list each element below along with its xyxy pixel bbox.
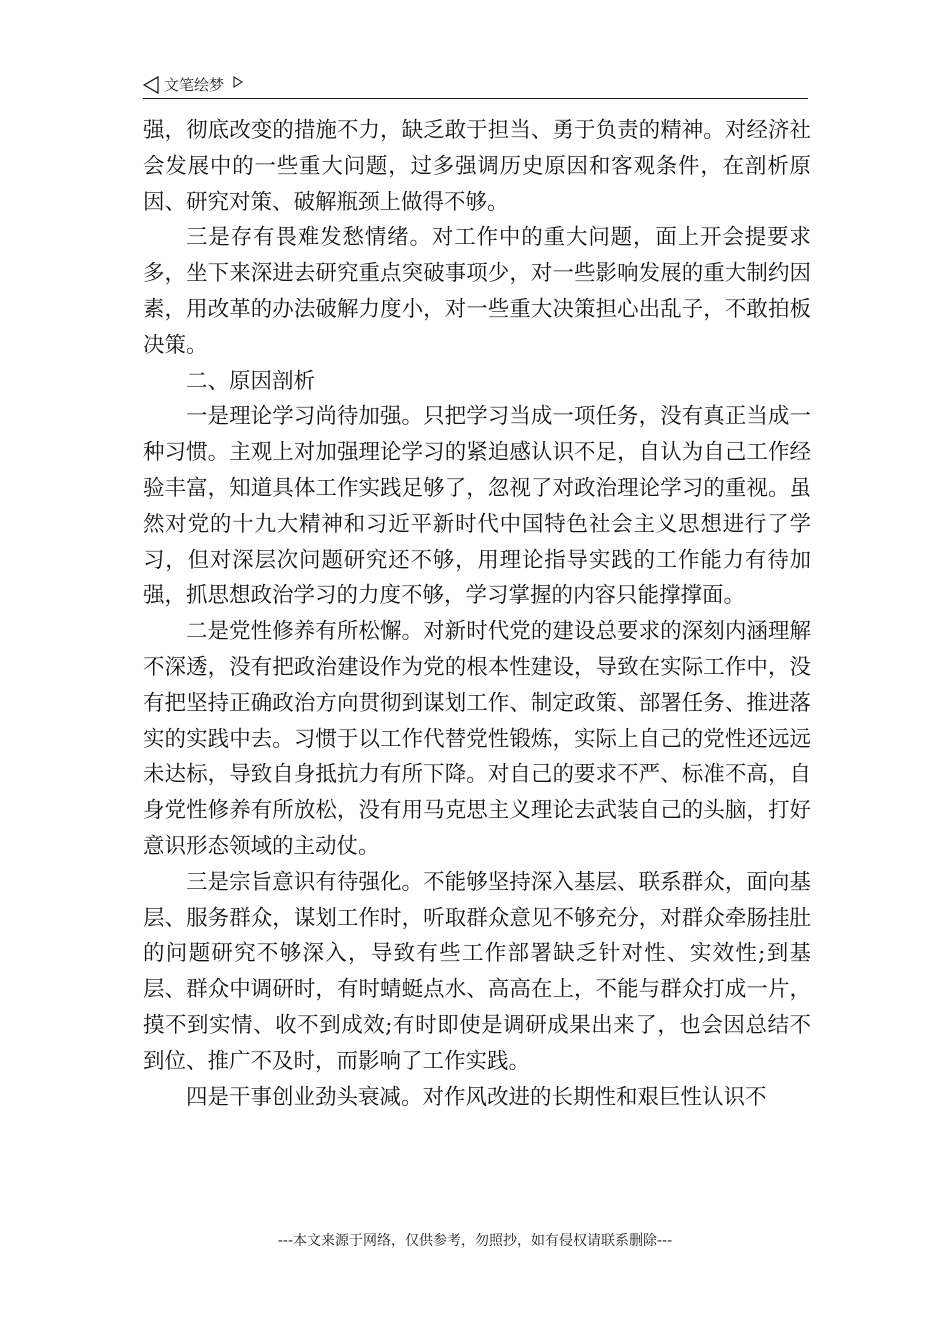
page-footer-disclaimer: ---本文来源于网络，仅供参考，勿照抄，如有侵权请联系删除---	[277, 1233, 673, 1249]
document-body	[143, 113, 811, 1115]
paragraph-purpose-awareness: 三是宗旨意识有待强化。不能够坚持深入基层、联系群众，面向基层、服务群众，谋划工作时，听取群众意见不够充分，对群众牵肠挂肚的问题研究不够深入，导致有些工作部署缺乏针对性、实效性;到基层、群众中调研时，有时蜻蜓点水、高高在上，不能与群众打成一片，摸不到实情、收不到成效;有时即使是调研成果出来了，也会因总结不到位、推广不及时，而影响了工作实践。	[143, 869, 811, 1074]
page-header	[143, 74, 808, 99]
right-triangle-outline-icon	[233, 76, 243, 88]
header-title: 文笔绘梦	[164, 76, 225, 94]
section-heading-cause-analysis: 二、原因剖析	[186, 368, 316, 394]
paragraph-continued: 强，彻底改变的措施不力，缺乏敢于担当、勇于负责的精神。对经济社会发展中的一些重大问题，过多强调历史原因和客观条件，在剖析原因、研究对策、破解瓶颈上做得不够。	[143, 118, 811, 215]
paragraph-work-drive: 四是干事创业劲头衰减。对作风改进的长期性和艰巨性认识不	[186, 1084, 767, 1110]
paragraph-theory-study: 一是理论学习尚待加强。只把学习当成一项任务，没有真正当成一种习惯。主观上对加强理论学习的紧迫感认识不足，自认为自己工作经验丰富，知道具体工作实践足够了，忽视了对政治理论学习的重视。虽然对党的十九大精神和习近平新时代中国特色社会主义思想进行了学习，但对深层次问题研究还不够，用理论指导实践的工作能力有待加强，抓思想政治学习的力度不够，学习掌握的内容只能撑撑面。	[143, 404, 811, 609]
paragraph-point-three-difficulty: 三是存有畏难发愁情绪。对工作中的重大问题，面上开会提要求多，坐下来深进去研究重点突破事项少，对一些影响发展的重大制约因素，用改革的办法破解力度小，对一些重大决策担心出乱子，不敢拍板决策。	[143, 225, 811, 358]
left-triangle-outline-icon	[143, 76, 159, 94]
paragraph-party-spirit: 二是党性修养有所松懈。对新时代党的建设总要求的深刻内涵理解不深透，没有把政治建设作为党的根本性建设，导致在实际工作中，没有把坚持正确政治方向贯彻到谋划工作、制定政策、部署任务、推进落实的实践中去。习惯于以工作代替党性锻炼，实际上自己的党性还远远未达标，导致自身抵抗力有所下降。对自己的要求不严、标准不高，自身党性修养有所放松，没有用马克思主义理论去武装自己的头脑，打好意识形态领域的主动仗。	[143, 619, 811, 859]
